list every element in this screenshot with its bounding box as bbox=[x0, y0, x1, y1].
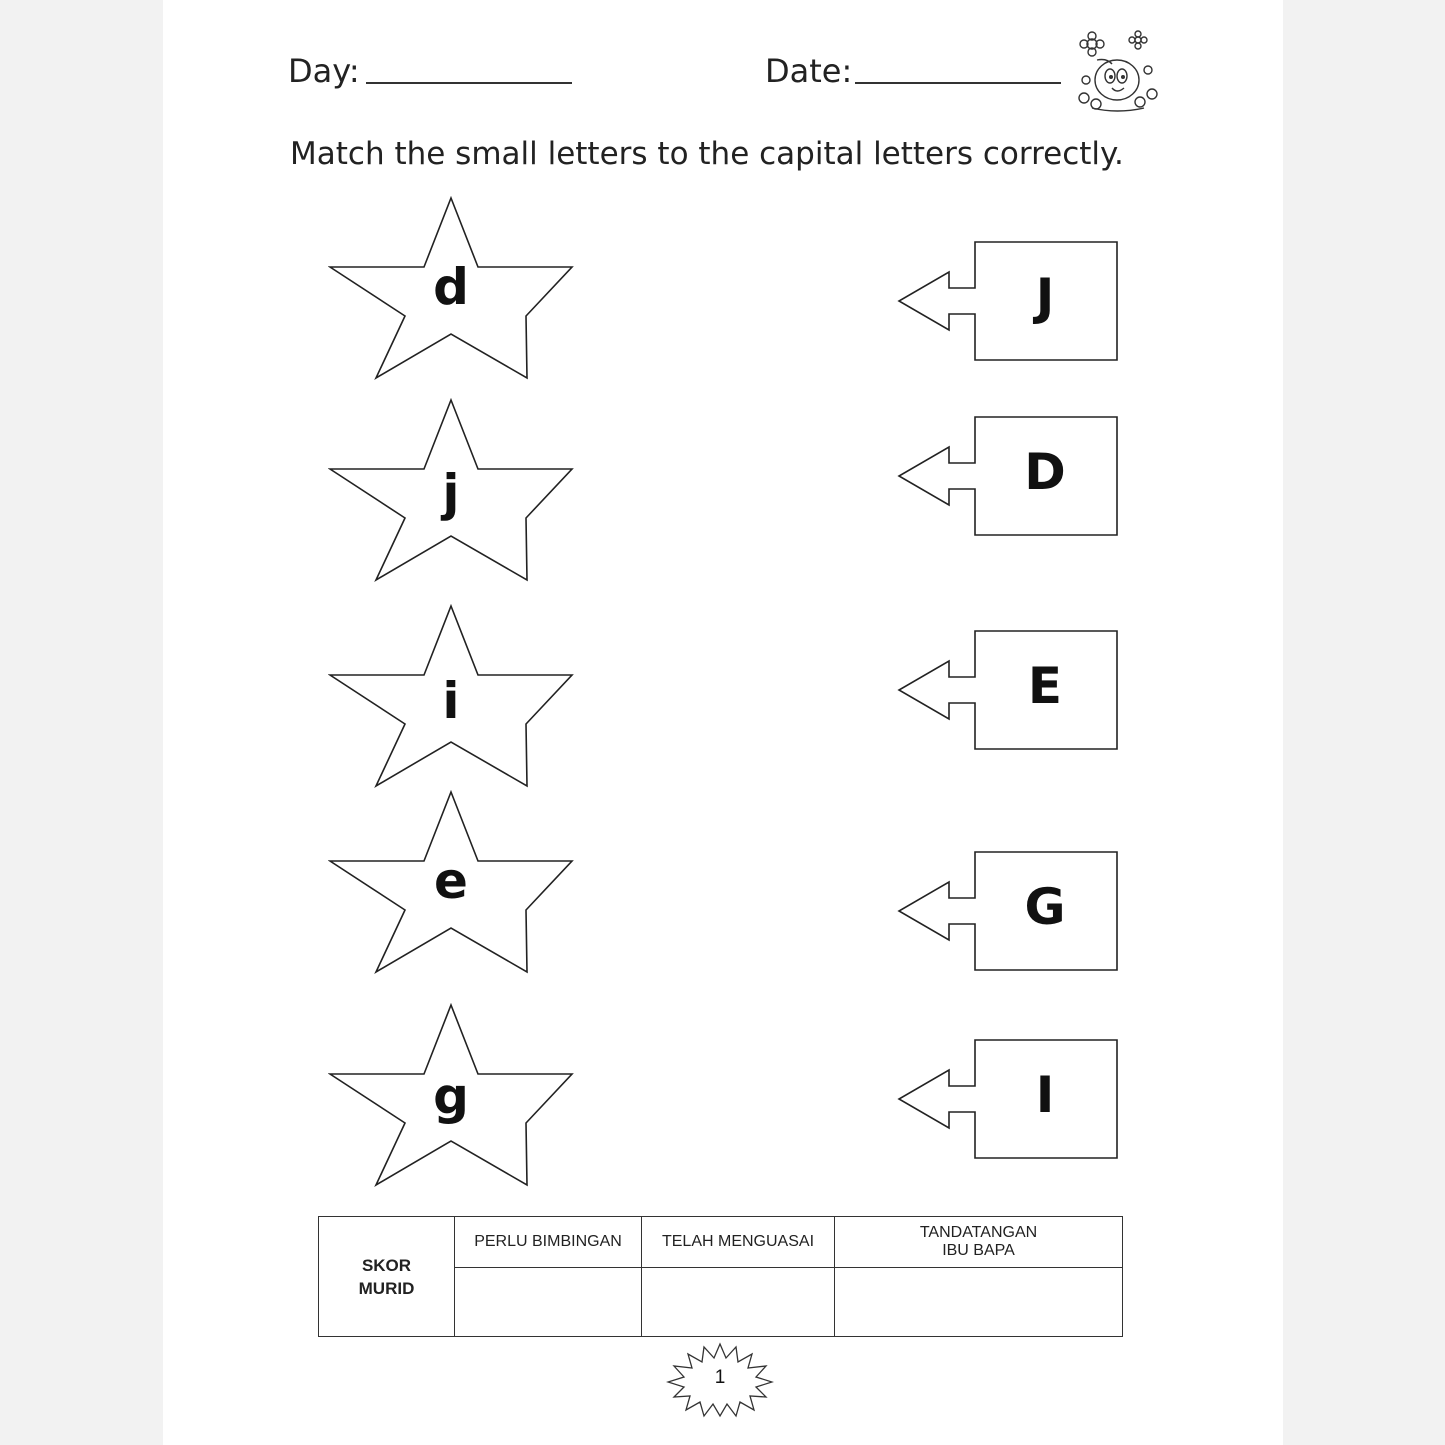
parent-signature-cell[interactable] bbox=[835, 1268, 1123, 1337]
page-number: 1 bbox=[714, 1367, 726, 1388]
parent-signature-line2: IBU BAPA bbox=[942, 1242, 1015, 1259]
capital-letter: D bbox=[1024, 443, 1066, 501]
needs-guidance-header: PERLU BIMBINGAN bbox=[455, 1217, 642, 1268]
star-item-2[interactable] bbox=[328, 398, 574, 582]
arrow-tag-item-2[interactable] bbox=[897, 415, 1119, 537]
mastered-cell[interactable] bbox=[642, 1268, 835, 1337]
capital-letter: G bbox=[1024, 878, 1066, 936]
small-letter: d bbox=[433, 258, 469, 316]
arrow-tag-item-3[interactable] bbox=[897, 629, 1119, 751]
arrow-tag-item-5[interactable] bbox=[897, 1038, 1119, 1160]
parent-signature-line1: TANDATANGAN bbox=[919, 1224, 1038, 1241]
score-label-line1: SKOR bbox=[361, 1255, 412, 1275]
capital-letter: I bbox=[1035, 1066, 1055, 1124]
date-blank-line bbox=[855, 82, 1061, 84]
arrow-tag-item-4[interactable] bbox=[897, 850, 1119, 972]
capital-letter: J bbox=[1035, 268, 1055, 326]
star-item-1[interactable] bbox=[328, 196, 574, 380]
needs-guidance-cell[interactable] bbox=[455, 1268, 642, 1337]
date-label: Date: bbox=[765, 52, 853, 90]
mastered-header: TELAH MENGUASAI bbox=[642, 1217, 835, 1268]
student-score-label-cell bbox=[319, 1217, 455, 1337]
score-label-line2: MURID bbox=[358, 1278, 415, 1298]
page-number-badge bbox=[666, 1342, 774, 1418]
star-item-5[interactable] bbox=[328, 1003, 574, 1187]
instruction-text: Match the small letters to the capital letters correctly. bbox=[290, 136, 1124, 172]
small-letter: i bbox=[442, 672, 460, 730]
arrow-tag-item-1[interactable] bbox=[897, 240, 1119, 362]
small-letter: j bbox=[442, 464, 460, 522]
star-item-4[interactable] bbox=[328, 790, 574, 974]
bird-with-flowers-icon bbox=[1072, 30, 1162, 114]
small-letter: g bbox=[433, 1067, 469, 1125]
day-blank-line bbox=[366, 82, 572, 84]
small-letter: e bbox=[434, 852, 468, 910]
score-table bbox=[318, 1216, 1123, 1337]
star-item-3[interactable] bbox=[328, 604, 574, 788]
day-label: Day: bbox=[288, 52, 360, 90]
parent-signature-header bbox=[835, 1217, 1123, 1268]
capital-letter: E bbox=[1027, 657, 1063, 715]
